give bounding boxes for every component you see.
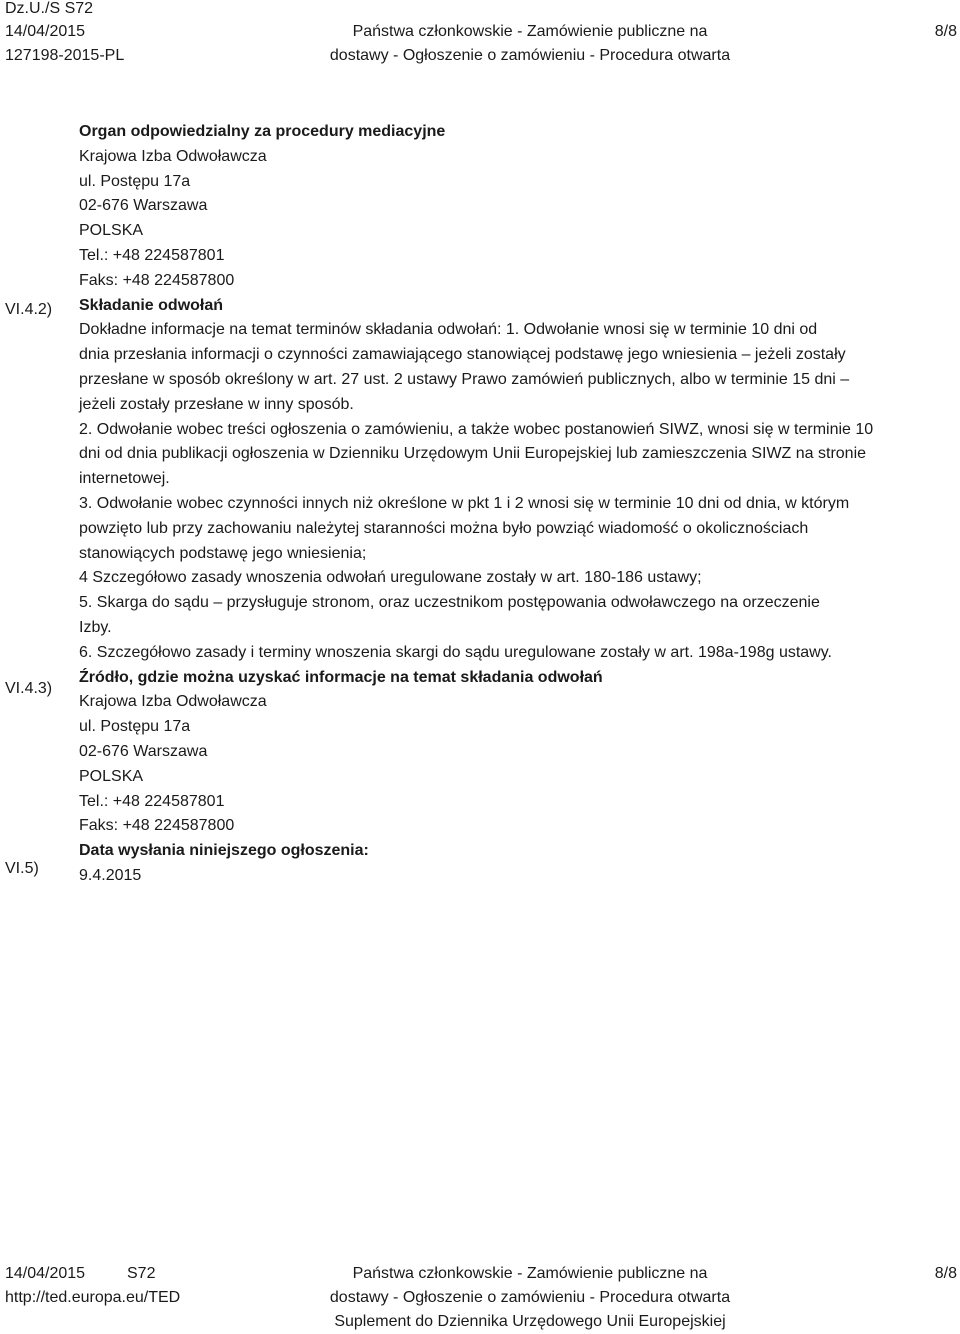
section-number-vi-5: VI.5) (5, 860, 39, 877)
appeals-line: 6. Szczegółowo zasady i terminy wnoszenia skargi do sądu uregulowane zostały w art. 198a-198g ustawy. (79, 643, 832, 661)
dispatch-date: 9.4.2015 (79, 866, 142, 884)
footer-series: S72 (127, 1265, 156, 1282)
appeals-line: powzięto lub przy zachowaniu należytej staranności można było powziąć wiadomość o okolicznościach (79, 519, 809, 537)
source-line: 02-676 Warszawa (79, 742, 208, 760)
appeals-line: dnia przesłania informacji o czynności zamawiającego stanowiącej podstawę jego wniesienia – jeżeli zostały (79, 346, 846, 364)
mediation-heading: Organ odpowiedzialny za procedury mediacyjne (79, 123, 446, 140)
source-line: Tel.: +48 224587801 (79, 792, 225, 810)
appeals-line: przesłane w sposób określony w art. 27 ust. 2 ustawy Prawo zamówień publicznych, albo w terminie 15 dni – (79, 370, 850, 388)
source-heading: Źródło, gdzie można uzyskać informacje na temat składania odwołań (79, 668, 603, 686)
footer-url: http://ted.europa.eu/TED (5, 1289, 181, 1306)
mediation-line: Tel.: +48 224587801 (79, 246, 225, 264)
header-page-number: 8/8 (934, 23, 957, 40)
header-title-line-1: Państwa członkowskie - Zamówienie publiczne na (352, 23, 708, 40)
appeals-line: dni od dnia publikacji ogłoszenia w Dzienniku Urzędowym Unii Europejskiej lub zamieszczenia SIWZ na stronie (79, 445, 867, 463)
appeals-line: Izby. (79, 618, 112, 636)
appeals-line: jeżeli zostały przesłane w inny sposób. (79, 395, 354, 413)
appeals-heading: Składanie odwołań (79, 296, 224, 314)
header-title-line-2: dostawy - Ogłoszenie o zamówieniu - Procedura otwarta (329, 47, 731, 64)
header-date: 14/04/2015 (5, 23, 86, 40)
footer-date: 14/04/2015 (5, 1265, 86, 1282)
mediation-line: Faks: +48 224587800 (79, 271, 235, 289)
source-line: Krajowa Izba Odwoławcza (79, 693, 267, 711)
notice-number: 127198-2015-PL (5, 47, 125, 64)
mediation-line: ul. Postępu 17a (79, 172, 191, 190)
mediation-line: POLSKA (79, 222, 144, 240)
appeals-line: 5. Skarga do sądu – przysługuje stronom, oraz uczestnikom postępowania odwoławczego na orzeczenie (79, 594, 820, 612)
section-number-vi-4-2: VI.4.2) (5, 301, 53, 318)
appeals-line: Dokładne informacje na temat terminów składania odwołań: 1. Odwołanie wnosi się w terminie 10 dni od (79, 321, 818, 339)
dispatch-heading: Data wysłania niniejszego ogłoszenia: (79, 842, 369, 860)
appeals-line: 3. Odwołanie wobec czynności innych niż określone w pkt 1 i 2 wnosi się w terminie 10 dni od dnia, w którym (79, 494, 850, 512)
appeals-line: 4 Szczegółowo zasady wnoszenia odwołań uregulowane zostały w art. 180-186 ustawy; (79, 569, 702, 587)
appeals-line: stanowiących podstawę jego wniesienia; (79, 544, 367, 562)
source-line: Faks: +48 224587800 (79, 817, 235, 835)
source-line: POLSKA (79, 767, 144, 785)
appeals-line: internetowej. (79, 470, 170, 488)
footer-page-number: 8/8 (934, 1265, 957, 1282)
appeals-line: 2. Odwołanie wobec treści ogłoszenia o zamówieniu, a także wobec postanowień SIWZ, wnosi się w terminie 10 (79, 420, 874, 438)
journal-ref: Dz.U./S S72 (5, 0, 94, 17)
section-number-vi-4-3: VI.4.3) (5, 680, 53, 697)
footer-title-line-1: Państwa członkowskie - Zamówienie publiczne na (352, 1265, 708, 1282)
mediation-line: Krajowa Izba Odwoławcza (79, 147, 267, 165)
source-line: ul. Postępu 17a (79, 718, 191, 736)
document-body (79, 120, 957, 889)
mediation-line: 02-676 Warszawa (79, 197, 208, 215)
footer-supplement: Suplement do Dziennika Urzędowego Unii Europejskiej (334, 1313, 726, 1330)
footer-title-line-2: dostawy - Ogłoszenie o zamówieniu - Procedura otwarta (329, 1289, 731, 1306)
